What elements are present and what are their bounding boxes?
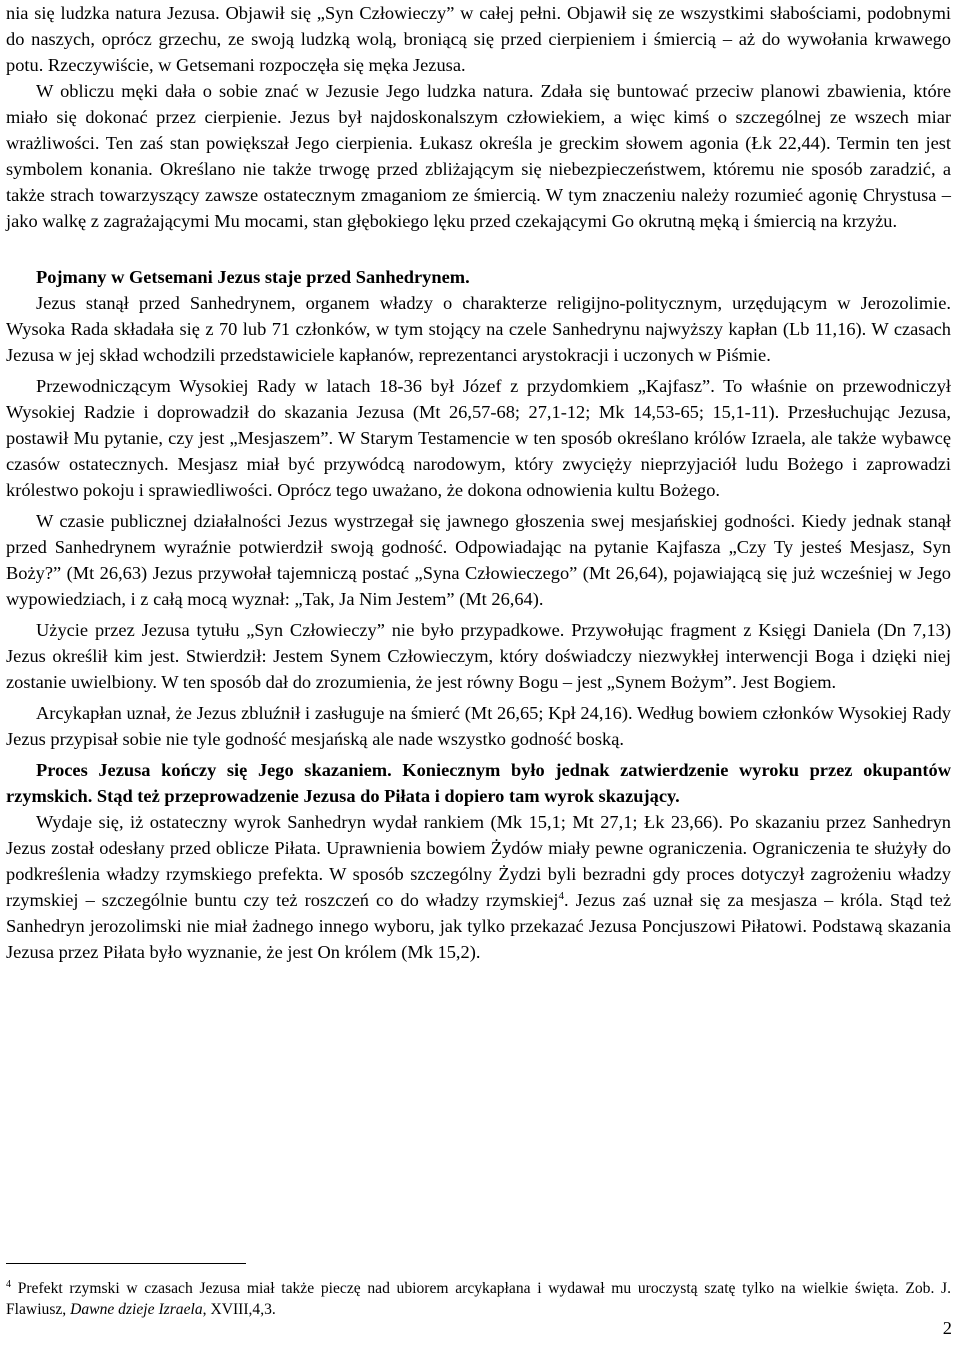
paragraph: Przewodniczącym Wysokiej Rady w latach 18-36 był Józef z przydomkiem „Kajfasz”. To właśnie on przewodniczył Wysokiej Radzie i doprowadził do skazania Jezusa (Mt 26,57-68; 27,1-12; Mk 14,53-65; 15,1-11). Przesłuchując Jezusa, postawił Mu pytanie, czy jest „Mesjaszem”. W Starym Testamencie w ten sposób określano królów Izraela, ale także wybawcę czasów ostatecznych. Mesjasz miał być przywódcą narodowym, który zwycięży nieprzyjaciół ludu Bożego i zaprowadzi królestwo pokoju i sprawiedliwości. Oprócz tego uważano, że dokona odnowienia kultu Bożego. bbox=[6, 376, 951, 500]
paragraph: Arcykapłan uznał, że Jezus zbluźnił i zasługuje na śmierć (Mt 26,65; Kpł 24,16). Według bowiem członków Wysokiej Rady Jezus przypisał sobie nie tyle godność mesjańską ale nade wszystko godność boską. bbox=[6, 703, 951, 749]
paragraph: W obliczu męki dała o sobie znać w Jezusie Jego ludzka natura. Zdała się buntować przeciw planowi zbawienia, które miało się dokonać przez cierpienie. Jezus był najdoskonalszym człowiekiem, a więc kimś o szczególnej ze wszech miar wrażliwości. Ten zaś stan powiększał Jego cierpienia. Łukasz określa je greckim słowem agonia (Łk 22,44). Termin ten jest symbolem konania. Określano nie także trwogę przed zbliżającym się niebezpieczeństwem, któremu nie sposób zaradzić, a także strach towarzyszący zawsze ostatecznym zmaganiom ze śmiercią. W tym znaczeniu należy rozumieć agonię Chrystusa – jako walkę z zagrażającymi Mu mocami, stan głębokiego lęku przed czekającymi Go okrutną męką i śmiercią na krzyżu. bbox=[6, 81, 951, 231]
footnote-body-tail: , XVIII,4,3. bbox=[202, 1301, 276, 1318]
paragraph: Jezus stanął przed Sanhedrynem, organem władzy o charakterze religijno-politycznym, urzędującym w Jerozolimie. Wysoka Rada składała się z 70 lub 71 członków, w tym stojący na czele Sanhedrynu najwyższy kapłan (Lb 11,16). W czasach Jezusa w jej skład wchodzili przedstawiciele kapłanów, reprezentanci arystokracji i uczonych w Piśmie. bbox=[6, 293, 951, 365]
section-heading: Proces Jezusa kończy się Jego skazaniem. Koniecznym było jednak zatwierdzenie wyroku przez okupantów rzymskich. Stąd też przeprowadzenie Jezusa do Piłata i dopiero tam wyrok skazujący. bbox=[6, 760, 951, 806]
body-text bbox=[6, 0, 951, 965]
paragraph: W czasie publicznej działalności Jezus wystrzegał się jawnego głoszenia swej mesjańskiej godności. Kiedy jednak stanął przed Sanhedrynem wyraźnie potwierdził swoją godność. Odpowiadając na pytanie Kajfasza „Czy Ty jesteś Mesjasz, Syn Boży?” (Mt 26,63) Jezus przywołał tajemniczą postać „Syna Człowieczego” (Mt 26,64), pojawiającą się już wcześniej w Jego wypowiedziach, i z całą mocą wyznał: „Tak, Ja Nim Jestem” (Mt 26,64). bbox=[6, 511, 951, 609]
footnote bbox=[6, 1278, 951, 1320]
paragraph-text-tail: . Jezus zaś uznał się za mesjasza – króla. Stąd też Sanhedryn jerozolimski nie miał żadnego innego wyboru, jak tylko przekazać Jezusa Poncjuszowi Piłatowi. Podstawą skazania Jezusa przez Piłata było wyznanie, że jest On królem (Mk 15,2). bbox=[6, 890, 952, 962]
section-heading: Pojmany w Getsemani Jezus staje przed Sanhedrynem. bbox=[36, 267, 470, 287]
footnote-body: Prefekt rzymski w czasach Jezusa miał także pieczę nad ubiorem arcykapłana i wydawał mu uroczystą szatę tylko na wielkie święta. Zob. J. Flawiusz, bbox=[6, 1280, 951, 1318]
footnote-separator bbox=[6, 1263, 246, 1264]
paragraph: Użycie przez Jezusa tytułu „Syn Człowieczy” nie było przypadkowe. Przywołując fragment z Księgi Daniela (Dn 7,13) Jezus określił kim jest. Stwierdził: Jestem Synem Człowieczym, który doświadczy niezwykłej interwencji Boga i dzięki niej zostanie uwielbiony. W ten sposób dał do zrozumienia, że jest równy Bogu – jest „Synem Bożym”. Jest Bogiem. bbox=[6, 620, 951, 692]
footnote-text bbox=[6, 1278, 951, 1320]
paragraph: nia się ludzka natura Jezusa. Objawił się „Syn Człowieczy” w całej pełni. Objawił się ze wszystkimi słabościami, podobnymi do naszych, oprócz grzechu, ze swoją ludzką wolą, broniącą się przed cierpieniem i śmiercią – aż do wywołania krwawego potu. Rzeczywiście, w Getsemani rozpoczęła się męka Jezusa. bbox=[6, 3, 951, 75]
footnote-reference[interactable]: 4 bbox=[558, 890, 564, 902]
paragraph bbox=[6, 809, 951, 965]
page-number: 2 bbox=[942, 1318, 952, 1338]
footnote-book-title: Dawne dzieje Izraela bbox=[70, 1301, 203, 1318]
footnote-number: 4 bbox=[6, 1279, 11, 1290]
paragraph-text: Wydaje się, iż ostateczny wyrok Sanhedryn wydał rankiem (Mk 15,1; Mt 27,1; Łk 23,66). Po skazaniu przez Sanhedryn Jezus został odesłany przed oblicze Piłata. Uprawnienia bowiem Żydów miały pewne ograniczenia. Ograniczenia te służyły do podkreślenia władzy rzymskiego prefekta. W sposób szczególny Żydzi byli bezradni gdy proces dotyczył zagrożeniu władzy rzymskiej – szczególnie buntu czy też roszczeń co do władzy rzymskiej bbox=[6, 812, 951, 910]
